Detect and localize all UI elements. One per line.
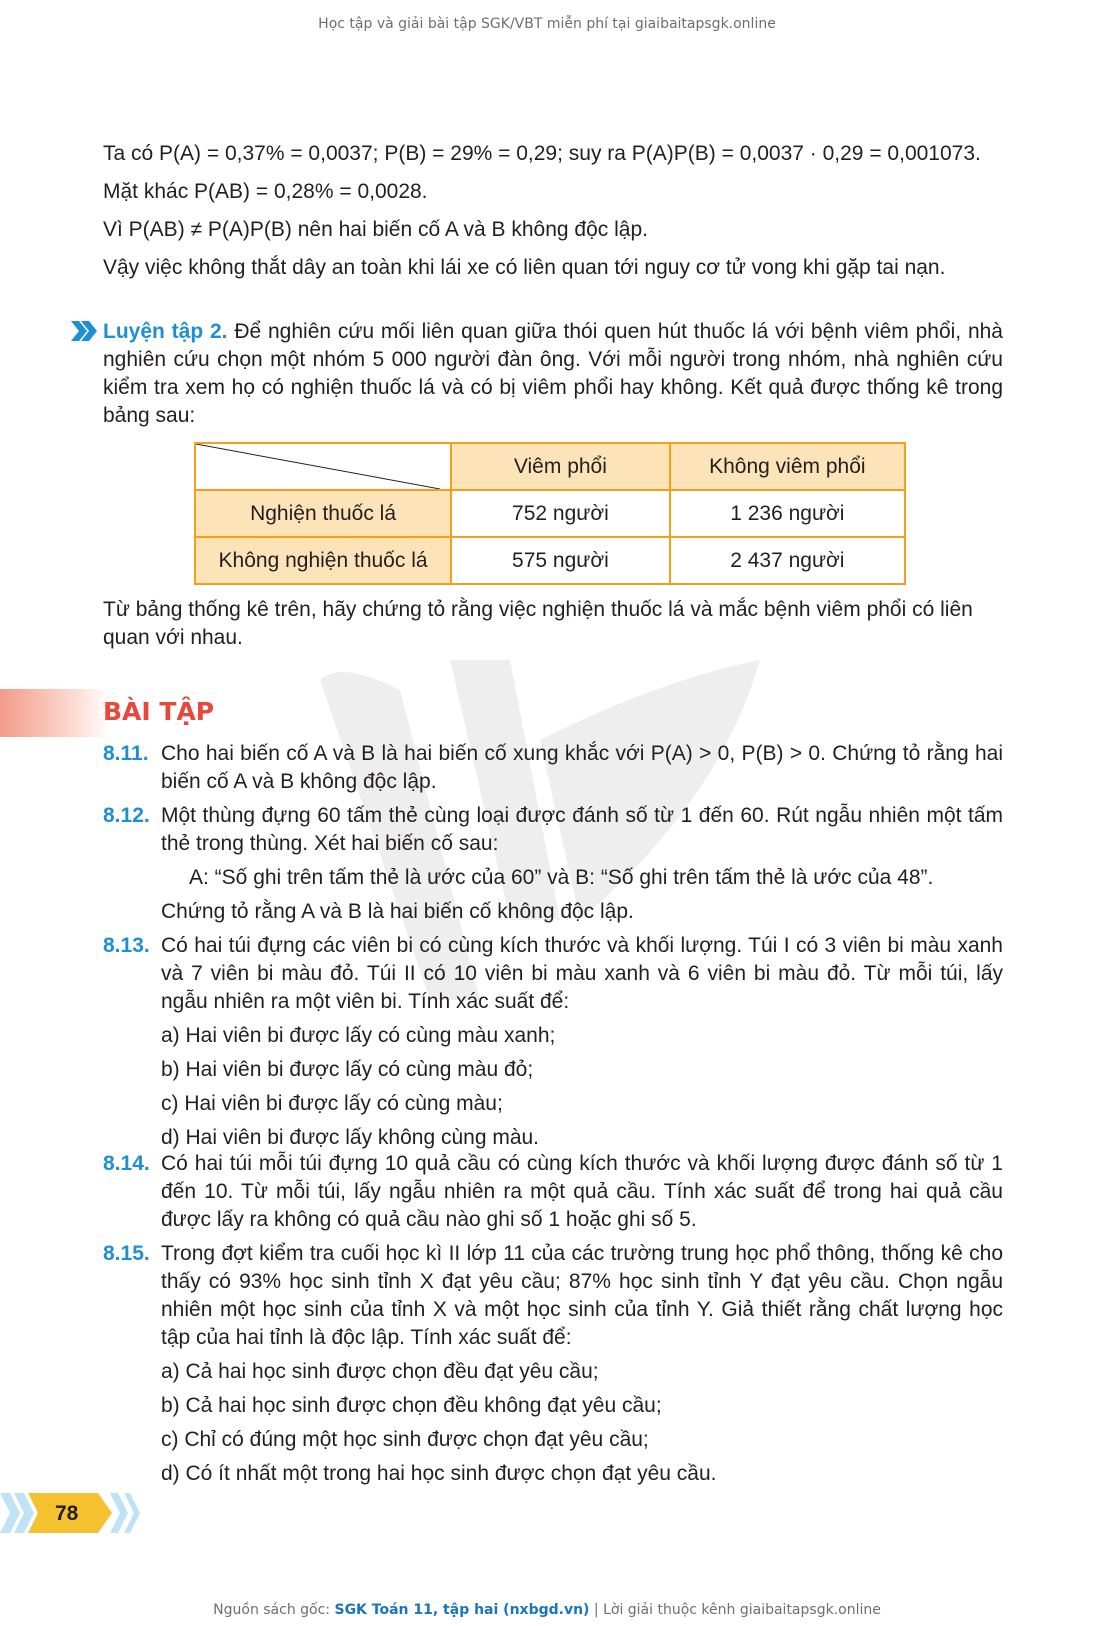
header-note: Học tập và giải bài tập SGK/VBT miễn phí tại giaibaitapsgk.online	[318, 16, 776, 32]
exercise-8-12	[103, 802, 1003, 926]
table-corner-cell	[195, 443, 451, 490]
diagonal-line	[196, 444, 440, 489]
row-header: Nghiện thuốc lá	[195, 490, 451, 537]
section-band	[0, 689, 110, 737]
solution-line-2: Mặt khác P(AB) = 0,28% = 0,0028.	[103, 180, 428, 203]
exercise-text: Có hai túi mỗi túi đựng 10 quả cầu có cùng kích thước và khối lượng được đánh số từ 1 đến 10. Từ mỗi túi, lấy ngẫu nhiên ra một quả cầu. Tính xác suất để trong hai quả cầu được lấy ra không có quả cầu nào ghi số 1 hoặc ghi số 5.	[161, 1152, 1003, 1231]
table-cell: 2 437 người	[670, 537, 905, 584]
exercise-part: b) Cả hai học sinh được chọn đều không đạt yêu cầu;	[161, 1394, 662, 1417]
exercise-number: 8.12.	[103, 804, 150, 827]
exercise-part: c) Chỉ có đúng một học sinh được chọn đạt yêu cầu;	[161, 1428, 649, 1451]
table-header-row	[195, 443, 905, 490]
table-row	[195, 537, 905, 584]
table-row	[195, 490, 905, 537]
footer-prefix: Nguồn sách gốc:	[213, 1602, 331, 1618]
practice-label: Luyện tập 2.	[103, 320, 228, 343]
exercise-8-11	[103, 740, 1003, 796]
table-cell: 752 người	[451, 490, 670, 537]
exercise-part: a) Hai viên bi được lấy có cùng màu xanh;	[161, 1024, 556, 1047]
table-cell: 1 236 người	[670, 490, 905, 537]
col-header-khong-viem-phoi: Không viêm phổi	[670, 443, 905, 490]
exercise-part: c) Hai viên bi được lấy có cùng màu;	[161, 1092, 503, 1115]
exercise-events: A: “Số ghi trên tấm thẻ là ước của 60” và B: “Số ghi trên tấm thẻ là ước của 48”.	[189, 866, 934, 889]
footer-source-link[interactable]: SGK Toán 11, tập hai (nxbgd.vn)	[334, 1602, 590, 1618]
exercise-text: Trong đợt kiểm tra cuối học kì II lớp 11 của các trường trung học phổ thông, thống kê cho thấy có 93% học sinh tỉnh X đạt yêu cầu; 87% học sinh tỉnh Y đạt yêu cầu. Chọn ngẫu nhiên một học sinh của tỉnh X và một học sinh của tỉnh Y. Giả thiết rằng chất lượng học tập của hai tỉnh là độc lập. Tính xác suất để:	[161, 1242, 1003, 1349]
exercise-part: b) Hai viên bi được lấy có cùng màu đỏ;	[161, 1058, 534, 1081]
exercise-8-13	[103, 932, 1003, 1152]
exercise-part: d) Có ít nhất một trong hai học sinh được chọn đạt yêu cầu.	[161, 1462, 717, 1485]
solution-line-3: Vì P(AB) ≠ P(A)P(B) nên hai biến cố A và B không độc lập.	[103, 218, 648, 241]
statistics-table	[194, 442, 906, 585]
row-header: Không nghiện thuốc lá	[195, 537, 451, 584]
exercise-text: Cho hai biến cố A và B là hai biến cố xung khắc với P(A) > 0, P(B) > 0. Chứng tỏ rằng hai biến cố A và B không độc lập.	[161, 742, 1003, 793]
exercise-number: 8.15.	[103, 1242, 150, 1265]
exercise-part: a) Cả hai học sinh được chọn đều đạt yêu cầu;	[161, 1360, 599, 1383]
solution-line-1: Ta có P(A) = 0,37% = 0,0037; P(B) = 29% = 0,29; suy ra P(A)P(B) = 0,0037 · 0,29 = 0,001073.	[103, 142, 981, 165]
exercise-conclusion: Chứng tỏ rằng A và B là hai biến cố không độc lập.	[161, 900, 634, 923]
solution-line-4: Vậy việc không thắt dây an toàn khi lái xe có liên quan tới nguy cơ tử vong khi gặp tai nạn.	[103, 256, 946, 279]
practice-question: Từ bảng thống kê trên, hãy chứng tỏ rằng việc nghiện thuốc lá và mắc bệnh viêm phổi có liên quan với nhau.	[103, 598, 973, 649]
exercise-part: d) Hai viên bi được lấy không cùng màu.	[161, 1126, 540, 1149]
exercise-8-14	[103, 1150, 1003, 1234]
double-chevron-icon	[71, 321, 97, 341]
exercise-text: Có hai túi đựng các viên bi có cùng kích thước và khối lượng. Túi I có 3 viên bi màu xanh và 7 viên bi màu đỏ. Túi II có 10 viên bi màu xanh và 6 viên bi màu đỏ. Từ mỗi túi, lấy ngẫu nhiên ra một viên bi. Tính xác suất để:	[161, 934, 1003, 1013]
exercise-number: 8.13.	[103, 934, 150, 957]
col-header-viem-phoi: Viêm phổi	[451, 443, 670, 490]
exercise-number: 8.11.	[103, 742, 149, 765]
footer-suffix: | Lời giải thuộc kênh giaibaitapsgk.online	[593, 1602, 881, 1618]
exercise-number: 8.14.	[103, 1152, 150, 1175]
section-title: BÀI TẬP	[103, 697, 215, 726]
table-cell: 575 người	[451, 537, 670, 584]
exercise-8-15	[103, 1240, 1003, 1488]
practice-text: Để nghiên cứu mối liên quan giữa thói quen hút thuốc lá với bệnh viêm phổi, nhà nghiên cứu chọn một nhóm 5 000 người đàn ông. Với mỗi người trong nhóm, nhà nghiên cứu kiểm tra xem họ có nghiện thuốc lá và có bị viêm phổi hay không. Kết quả được thống kê trong bảng sau:	[103, 320, 1003, 427]
practice-2	[103, 318, 1003, 430]
footer-note	[0, 1602, 1094, 1618]
exercise-text: Một thùng đựng 60 tấm thẻ cùng loại được đánh số từ 1 đến 60. Rút ngẫu nhiên một tấm thẻ trong thùng. Xét hai biến cố sau:	[161, 804, 1003, 855]
page-number: 78	[55, 1502, 79, 1525]
